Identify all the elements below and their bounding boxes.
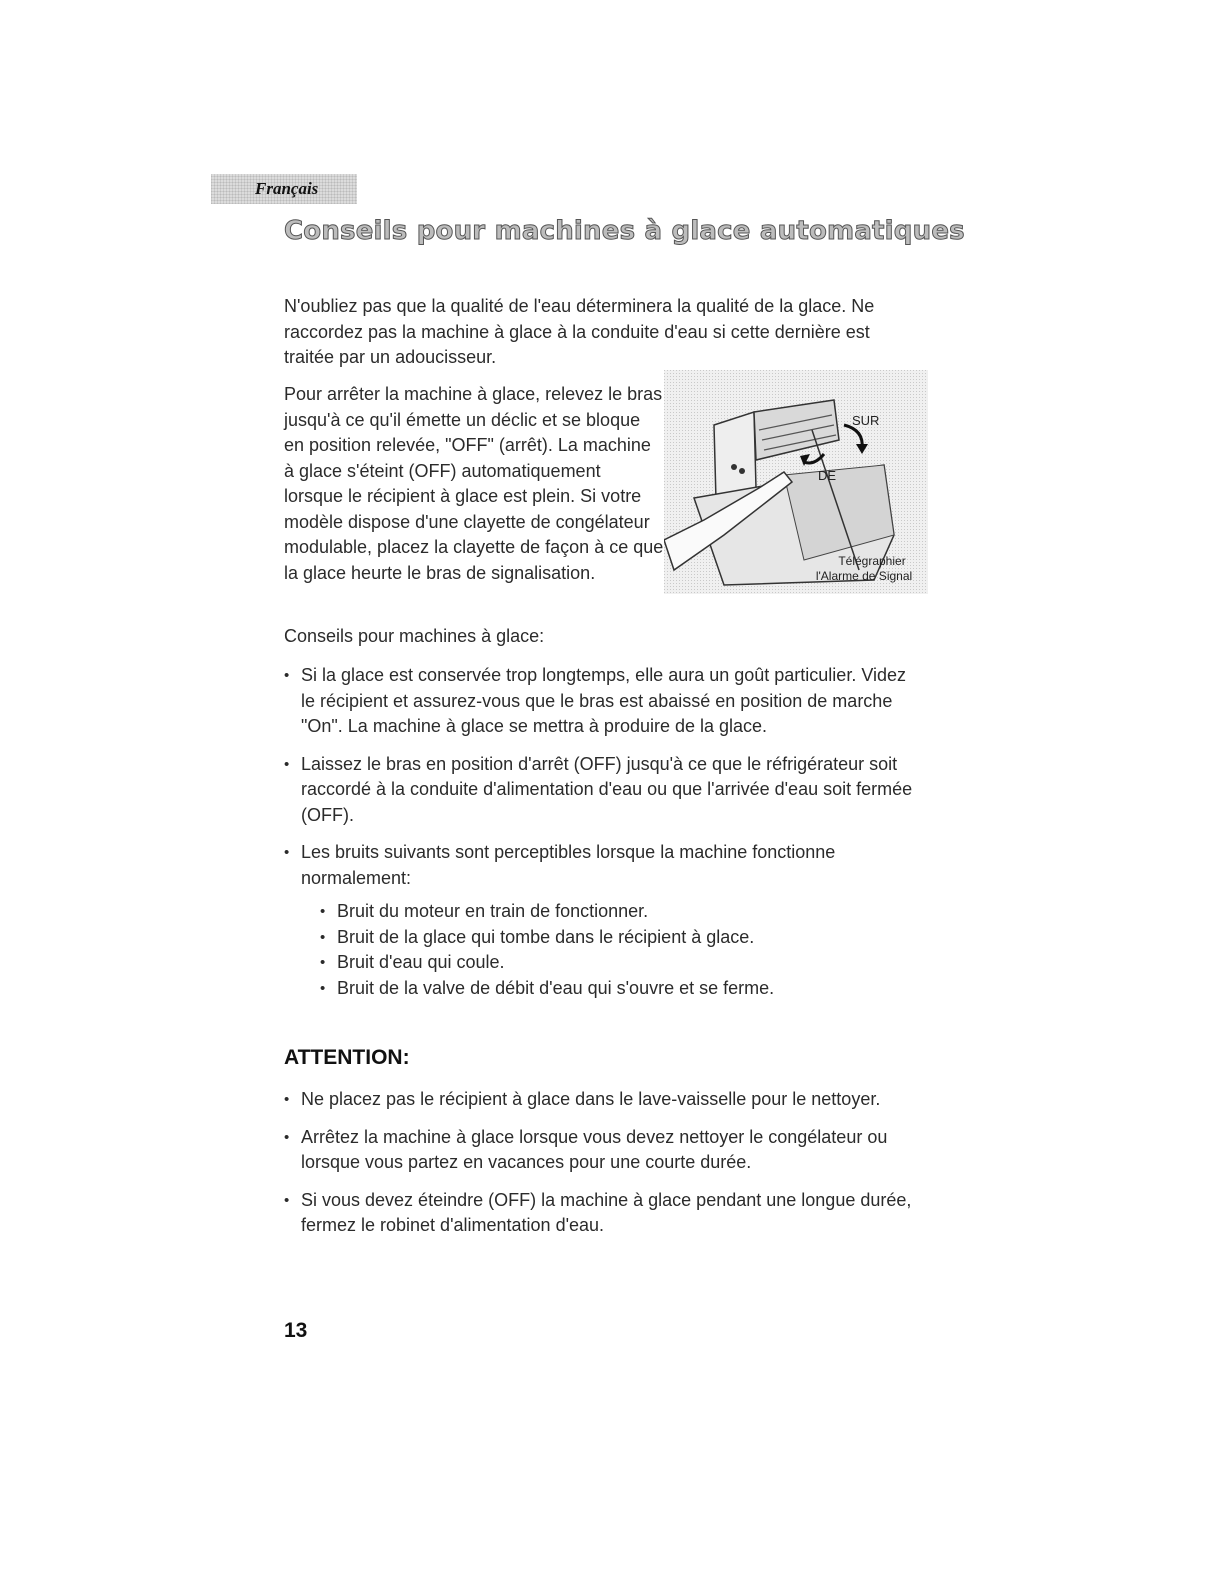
attention-heading: ATTENTION: bbox=[284, 1046, 410, 1069]
page-title: Conseils pour machines à glace automatiques bbox=[284, 216, 965, 246]
list-item: • Bruit de la valve de débit d'eau qui s'ouvre et se ferme. bbox=[337, 976, 897, 1002]
ice-maker-drawing bbox=[664, 370, 928, 594]
list-item: • Ne placez pas le récipient à glace dans le lave-vaisselle pour le nettoyer. bbox=[301, 1087, 931, 1113]
list-item: • Arrêtez la machine à glace lorsque vous devez nettoyer le congélateur ou lorsque vous partez en vacances pour une courte durée. bbox=[301, 1125, 931, 1176]
page-number: 13 bbox=[284, 1319, 308, 1342]
tips-heading: Conseils pour machines à glace: bbox=[284, 626, 545, 646]
stop-instructions-paragraph: Pour arrêter la machine à glace, relevez le bras jusqu'à ce qu'il émette un déclic et se bloque en position relevée, "OFF" (arrêt). La machine à glace s'éteint (OFF) automatiquement lorsque le récipient à glace est plein. Si votre modèle dispose d'une clayette de congélateur modulable, placez la clayette de façon à ce que la glace heurte le bras de signalisation. bbox=[284, 384, 664, 583]
list-item: • Si vous devez éteindre (OFF) la machine à glace pendant une longue durée, fermez le robinet d'alimentation d'eau. bbox=[301, 1188, 931, 1239]
list-item: • Si la glace est conservée trop longtemps, elle aura un goût particulier. Videz le récipient et assurez-vous que le bras est abaissé en position de marche "On". La machine à glace se mettra à produire de la glace. bbox=[301, 663, 921, 740]
label-off: DE bbox=[818, 468, 837, 483]
list-item: • Bruit de la glace qui tombe dans le récipient à glace. bbox=[337, 925, 897, 951]
language-tab bbox=[211, 174, 357, 204]
noises-list bbox=[337, 899, 897, 1001]
ice-maker-illustration bbox=[664, 370, 928, 594]
list-item: • Bruit d'eau qui coule. bbox=[337, 950, 897, 976]
intro-paragraph: N'oubliez pas que la qualité de l'eau déterminera la qualité de la glace. Ne raccordez pas la machine à glace à la conduite d'eau si cette dernière est traitée par un adoucisseur. bbox=[284, 296, 875, 367]
attention-list bbox=[301, 1087, 931, 1251]
language-tab-label: Français bbox=[255, 179, 319, 198]
list-item: • Les bruits suivants sont perceptibles lorsque la machine fonctionne normalement: bbox=[301, 840, 921, 891]
list-item: • Bruit du moteur en train de fonctionner. bbox=[337, 899, 897, 925]
label-on: SUR bbox=[852, 413, 880, 428]
tips-list bbox=[301, 663, 921, 903]
caption-line1: Télégraphier bbox=[838, 554, 906, 568]
list-item: • Laissez le bras en position d'arrêt (OFF) jusqu'à ce que le réfrigérateur soit raccordé à la conduite d'alimentation d'eau ou que l'arrivée d'eau soit fermée (OFF). bbox=[301, 752, 921, 829]
caption-line2: l'Alarme de Signal bbox=[815, 569, 913, 583]
